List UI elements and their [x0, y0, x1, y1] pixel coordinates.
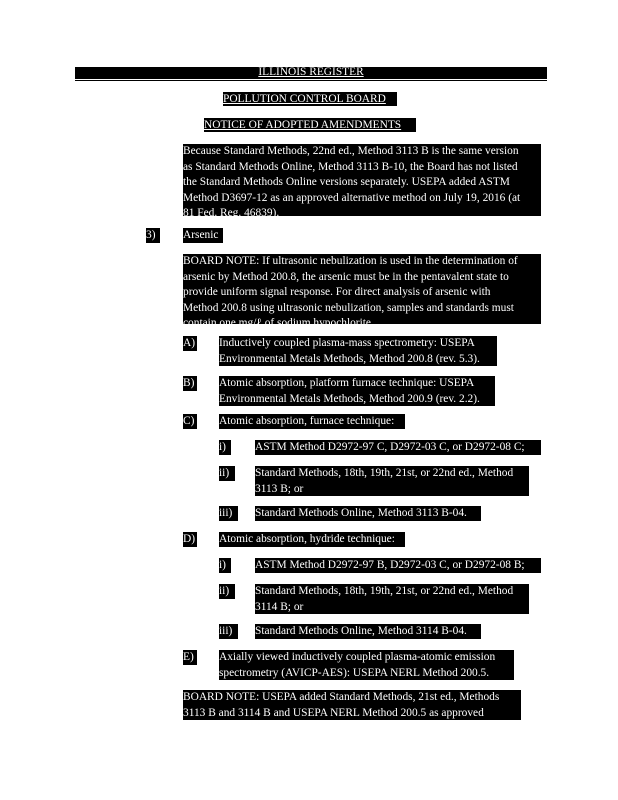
notice-title: NOTICE OF ADOPTED AMENDMENTS: [204, 118, 416, 132]
item-c-ii-text: [255, 466, 529, 496]
item-d-ii-label: ii): [219, 584, 235, 599]
item-d-ii-text: [255, 584, 529, 614]
item-c-ii-line: 3113 B; or: [255, 482, 304, 495]
register-title: ILLINOIS REGISTER: [258, 66, 364, 78]
item-c-iii-text: Standard Methods Online, Method 3113 B-04.: [255, 506, 481, 521]
intro-line: Because Standard Methods, 22nd ed., Method 3113 B is the same version: [183, 145, 519, 157]
item-d-i-label: i): [219, 558, 231, 573]
intro-line: Method D3697-12 as an approved alternative method on July 19, 2016 (at: [183, 191, 521, 204]
header-rule-bottom: [75, 80, 547, 81]
item-d-iii-text: Standard Methods Online, Method 3114 B-04.: [255, 624, 481, 639]
note-line: Method 200.8 using ultrasonic nebulization, samples and standards must: [183, 301, 514, 314]
item-b-label: B): [183, 376, 197, 391]
intro-line: 81 Fed. Reg. 46839).: [183, 207, 280, 220]
item-d-label: D): [183, 533, 196, 545]
note-line: BOARD NOTE: If ultrasonic nebulization is used in the determination of: [183, 255, 518, 267]
board-note-added: [183, 690, 521, 720]
item-a-line: Environmental Metals Methods, Method 200.8 (rev. 5.3).: [219, 352, 480, 365]
item-b-line: Atomic absorption, platform furnace technique: USEPA: [219, 377, 475, 389]
item-c-iii-label: iii): [219, 506, 238, 521]
board-name: POLLUTION CONTROL BOARD: [223, 92, 397, 106]
item-a-label: A): [183, 337, 196, 349]
item-b-text: [219, 376, 495, 406]
note-line: arsenic by Method 200.8, the arsenic must be in the pentavalent state to: [183, 270, 509, 283]
board-note-arsenic: [183, 254, 541, 330]
item-a-text: [219, 336, 497, 366]
item-e-label: E): [183, 650, 197, 665]
intro-paragraph: [183, 144, 541, 220]
note-line: provide uniform signal response. For direct analysis of arsenic with: [183, 286, 491, 299]
item-c-ii-line: Standard Methods, 18th, 19th, 21st, or 22nd ed., Method: [255, 467, 514, 479]
item-c-i-label: i): [219, 440, 231, 455]
item-e-line: Axially viewed inductively coupled plasma-atomic emission: [219, 651, 496, 663]
item-c-i-text: ASTM Method D2972-97 C, D2972-03 C, or D2972-08 C;: [255, 440, 541, 455]
intro-line: as Standard Methods Online, Method 3113 B-10, the Board has not listed: [183, 160, 518, 173]
item-d-iii-label: iii): [219, 624, 238, 639]
item-c-text: Atomic absorption, furnace technique:: [219, 414, 405, 429]
register-header: [75, 68, 547, 79]
section-title: Arsenic: [183, 228, 223, 243]
item-a-line: Inductively coupled plasma-mass spectrometry: USEPA: [219, 337, 475, 349]
item-d-ii-line: Standard Methods, 18th, 19th, 21st, or 22nd ed., Method: [255, 585, 514, 597]
item-d-i-text: ASTM Method D2972-97 B, D2972-03 C, or D2972-08 B;: [255, 558, 541, 573]
note2-line: BOARD NOTE: USEPA added Standard Methods, 21st ed., Methods: [183, 691, 500, 703]
item-c-ii-label: ii): [219, 466, 235, 481]
item-d-ii-line: 3114 B; or: [255, 600, 304, 613]
item-c-label: C): [183, 414, 197, 429]
item-d-text: Atomic absorption, hydride technique:: [219, 532, 405, 547]
item-e-text: [219, 650, 514, 680]
item-b-line: Environmental Metals Methods, Method 200.9 (rev. 2.2).: [219, 392, 480, 405]
intro-line: the Standard Methods Online versions separately. USEPA added ASTM: [183, 176, 510, 189]
note-line: contain one mg/ℓ of sodium hypochlorite.: [183, 317, 374, 330]
note2-line: 3113 B and 3114 B and USEPA NERL Method 200.5 as approved: [183, 706, 484, 719]
section-number: 3): [146, 228, 160, 243]
item-e-line: spectrometry (AVICP-AES): USEPA NERL Method 200.5.: [219, 666, 490, 679]
